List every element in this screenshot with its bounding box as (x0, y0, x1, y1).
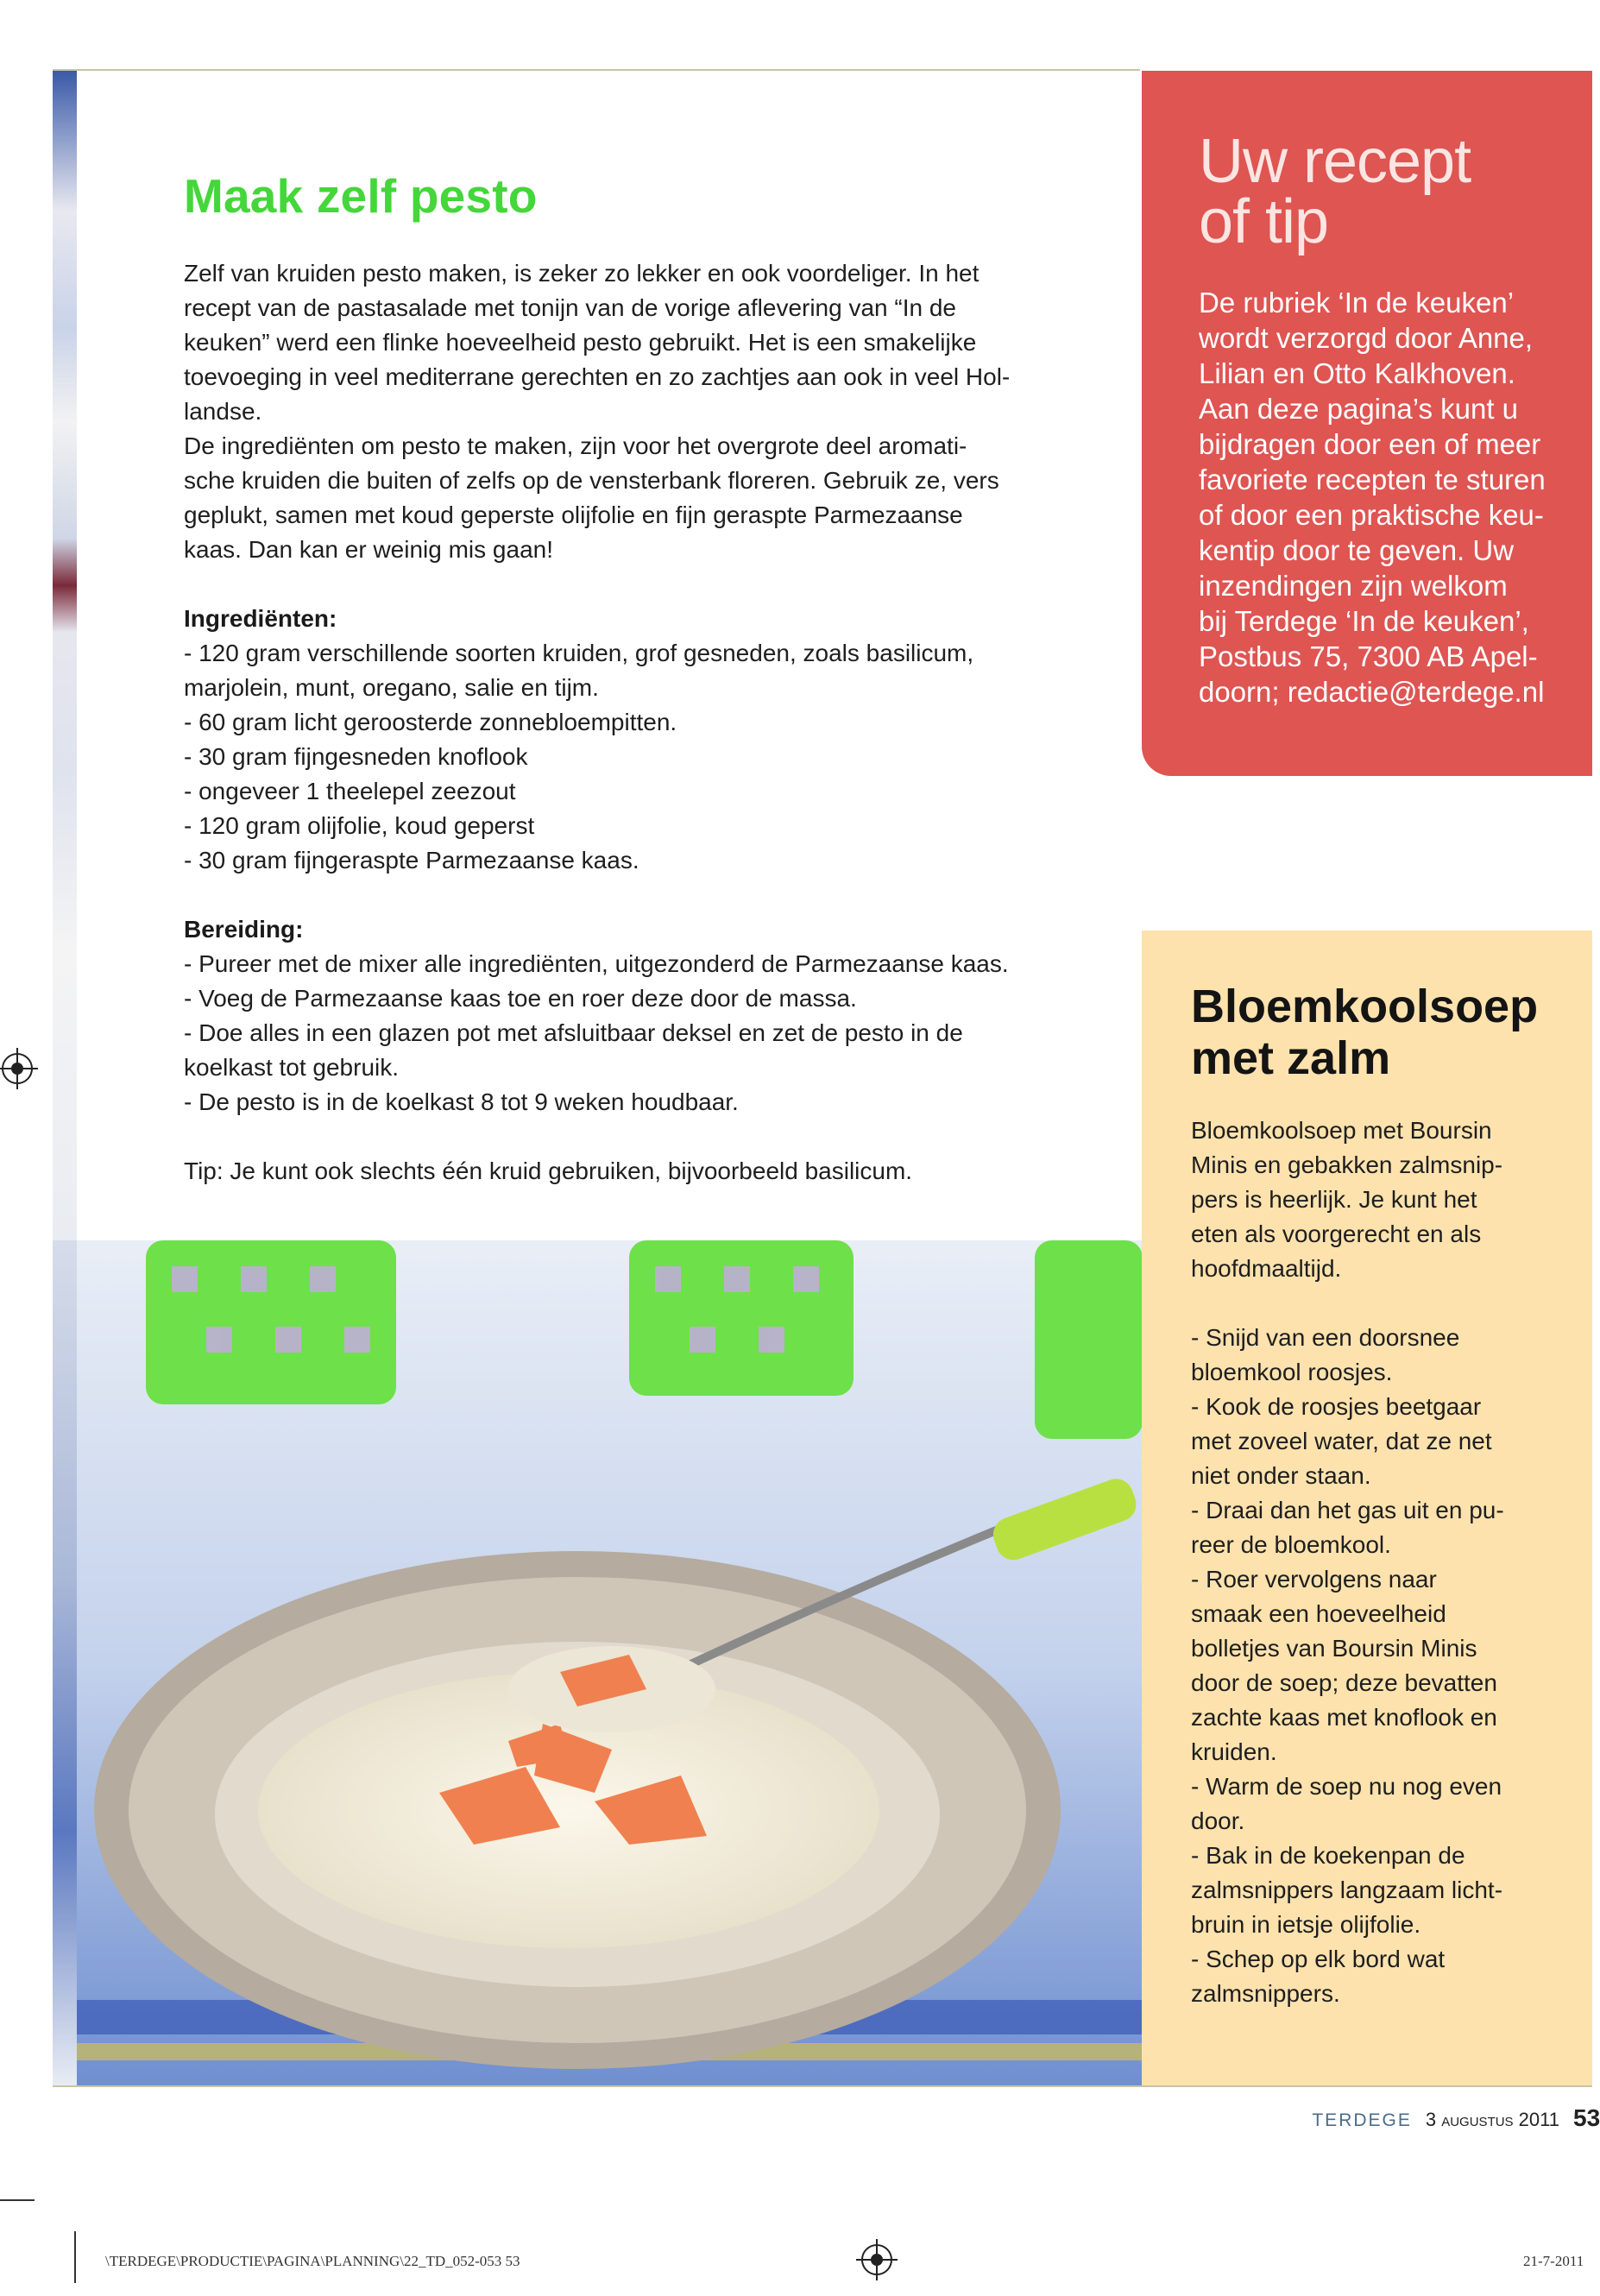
submit-recipe-line: of door een praktische keu- (1199, 499, 1544, 531)
footer-brand: TERDEGE (1312, 2110, 1412, 2130)
submit-recipe-line: bijdragen door een of meer (1199, 428, 1541, 460)
photo-edge-strip-lower (53, 1240, 77, 2085)
top-rule (53, 69, 1140, 71)
submit-recipe-title (1199, 127, 1471, 256)
soup-intro-line: pers is heerlijk. Je kunt het (1191, 1186, 1477, 1213)
soup-step-line: zalmsnippers. (1191, 1980, 1340, 2007)
soup-photo-illustration (77, 1240, 1143, 2085)
soup-intro-line: hoofdmaaltijd. (1191, 1255, 1342, 1282)
soup-recipe-box (1142, 930, 1592, 2085)
footer-date: 3 augustus 2011 (1425, 2109, 1559, 2130)
soup-step-line: - Kook de roosjes beetgaar (1191, 1393, 1482, 1420)
soup-step-line: bolletjes van Boursin Minis (1191, 1635, 1477, 1662)
registration-mark-bottom (861, 2244, 892, 2275)
ingredient-item: marjolein, munt, oregano, salie en tijm. (184, 674, 599, 701)
submit-recipe-line: favoriete recepten te sturen (1199, 464, 1546, 495)
pesto-intro (184, 256, 1047, 567)
submit-recipe-line: Lilian en Otto Kalkhoven. (1199, 357, 1515, 389)
submit-recipe-line: Aan deze pagina’s kunt u (1199, 393, 1519, 425)
soup-photo (77, 1240, 1143, 2085)
soup-step-line: niet onder staan. (1191, 1462, 1371, 1489)
pesto-article (184, 168, 1047, 1189)
pesto-intro-line: toevoeging in veel mediterrane gerechten en zo zachtjes aan ook in veel Hol- (184, 363, 1011, 390)
submit-recipe-title-line: Uw recept (1199, 127, 1471, 196)
pesto-intro-line: sche kruiden die buiten of zelfs op de vensterbank floreren. Gebruik ze, vers (184, 467, 999, 494)
pesto-intro-line: keuken” werd een flinke hoeveelheid pesto gebruikt. Het is een smakelijke (184, 329, 977, 356)
pesto-intro-line: De ingrediënten om pesto te maken, zijn voor het overgrote deel aromati- (184, 432, 967, 459)
soup-step-line: zachte kaas met knoflook en (1191, 1704, 1497, 1731)
submit-recipe-line: kentip door te geven. Uw (1199, 534, 1515, 566)
preparation-step: - Voeg de Parmezaanse kaas toe en roer deze door de massa. (184, 985, 857, 1012)
pesto-intro-line: landse. (184, 398, 262, 425)
submit-recipe-line: inzendingen zijn welkom (1199, 570, 1508, 602)
preparation-list (184, 947, 1047, 1120)
bottom-rule (53, 2085, 1592, 2087)
soup-intro-line: Bloemkoolsoep met Boursin (1191, 1117, 1492, 1144)
page-number: 53 (1573, 2104, 1600, 2131)
submit-recipe-title-line: of tip (1199, 187, 1329, 256)
ingredient-item: - 30 gram fijngeraspte Parmezaanse kaas. (184, 847, 639, 874)
ingredients-list (184, 636, 1047, 878)
soup-step-line: bruin in ietsje olijfolie. (1191, 1911, 1421, 1938)
preparation-step: - De pesto is in de koelkast 8 tot 9 weken houdbaar. (184, 1088, 739, 1115)
print-slug-path: \TERDEGE\PRODUCTIE\PAGINA\PLANNING\22_TD_052-053 53 (105, 2253, 520, 2269)
soup-step-line: smaak een hoeveelheid (1191, 1600, 1446, 1627)
spacer (1191, 1286, 1579, 1321)
ingredient-item: - ongeveer 1 theelepel zeezout (184, 778, 516, 804)
soup-step-line: door. (1191, 1807, 1245, 1834)
crop-mark (0, 2199, 35, 2201)
pesto-intro-line: kaas. Dan kan er weinig mis gaan! (184, 536, 553, 563)
soup-step-line: - Bak in de koekenpan de (1191, 1842, 1465, 1869)
registration-mark-left (2, 1053, 33, 1084)
preparation-step: koelkast tot gebruik. (184, 1054, 400, 1081)
photo-edge-strip (53, 71, 77, 1240)
soup-step-line: - Draai dan het gas uit en pu- (1191, 1497, 1504, 1523)
soup-intro-line: eten als voorgerecht en als (1191, 1221, 1482, 1247)
soup-step-line: reer de bloemkool. (1191, 1531, 1391, 1558)
ingredient-item: - 120 gram verschillende soorten kruiden, grof gesneden, zoals basilicum, (184, 640, 974, 666)
ingredient-item: - 30 gram fijngesneden knoflook (184, 743, 528, 770)
print-slug-date: 21-7-2011 (1523, 2253, 1584, 2269)
pesto-intro-line: recept van de pastasalade met tonijn van de vorige aflevering van “In de (184, 294, 957, 321)
page-footer (1312, 2104, 1600, 2139)
soup-step-line: - Snijd van een doorsnee (1191, 1324, 1460, 1351)
submit-recipe-text (1199, 285, 1578, 710)
pesto-intro-line: geplukt, samen met koud geperste olijfolie en fijn geraspte Parmezaanse (184, 501, 963, 528)
soup-step-line: - Warm de soep nu nog even (1191, 1773, 1502, 1800)
submit-recipe-line: Postbus 75, 7300 AB Apel- (1199, 640, 1538, 672)
soup-step-line: door de soep; deze bevatten (1191, 1669, 1497, 1696)
soup-step-line: - Roer vervolgens naar (1191, 1566, 1437, 1593)
soup-step-line: met zoveel water, dat ze net (1191, 1428, 1492, 1454)
soup-step-line: zalmsnippers langzaam licht- (1191, 1877, 1503, 1903)
ingredient-item: - 120 gram olijfolie, koud geperst (184, 812, 535, 839)
submit-recipe-line: bij Terdege ‘In de keuken’, (1199, 605, 1529, 637)
preparation-step: - Doe alles in een glazen pot met afsluitbaar deksel en zet de pesto in de (184, 1019, 963, 1046)
pesto-intro-line: Zelf van kruiden pesto maken, is zeker zo lekker en ook voordeliger. In het (184, 260, 980, 287)
soup-recipe-title-line: Bloemkoolsoep (1191, 981, 1539, 1032)
crop-mark (74, 2231, 76, 2283)
pesto-tip: Tip: Je kunt ook slechts één kruid gebruiken, bijvoorbeeld basilicum. (184, 1157, 913, 1184)
submit-recipe-box (1142, 71, 1592, 776)
submit-recipe-line: wordt verzorgd door Anne, (1199, 322, 1534, 354)
soup-intro-line: Minis en gebakken zalmsnip- (1191, 1151, 1503, 1178)
soup-recipe-text (1191, 1113, 1579, 2011)
submit-recipe-line: De rubriek ‘In de keuken’ (1199, 287, 1515, 319)
preparation-step: - Pureer met de mixer alle ingrediënten, uitgezonderd de Parmezaanse kaas. (184, 950, 1009, 977)
submit-recipe-line: doorn; redactie@terdege.nl (1199, 676, 1545, 708)
soup-step-line: - Schep op elk bord wat (1191, 1946, 1446, 1972)
soup-recipe-title (1191, 981, 1538, 1084)
soup-recipe-title-line: met zalm (1191, 1032, 1391, 1084)
soup-step-line: bloemkool roosjes. (1191, 1359, 1393, 1385)
preparation-heading: Bereiding: (184, 916, 304, 943)
ingredients-heading: Ingrediënten: (184, 605, 337, 632)
ingredient-item: - 60 gram licht geroosterde zonnebloempitten. (184, 709, 677, 735)
pesto-title: Maak zelf pesto (184, 169, 538, 223)
soup-step-line: kruiden. (1191, 1738, 1277, 1765)
